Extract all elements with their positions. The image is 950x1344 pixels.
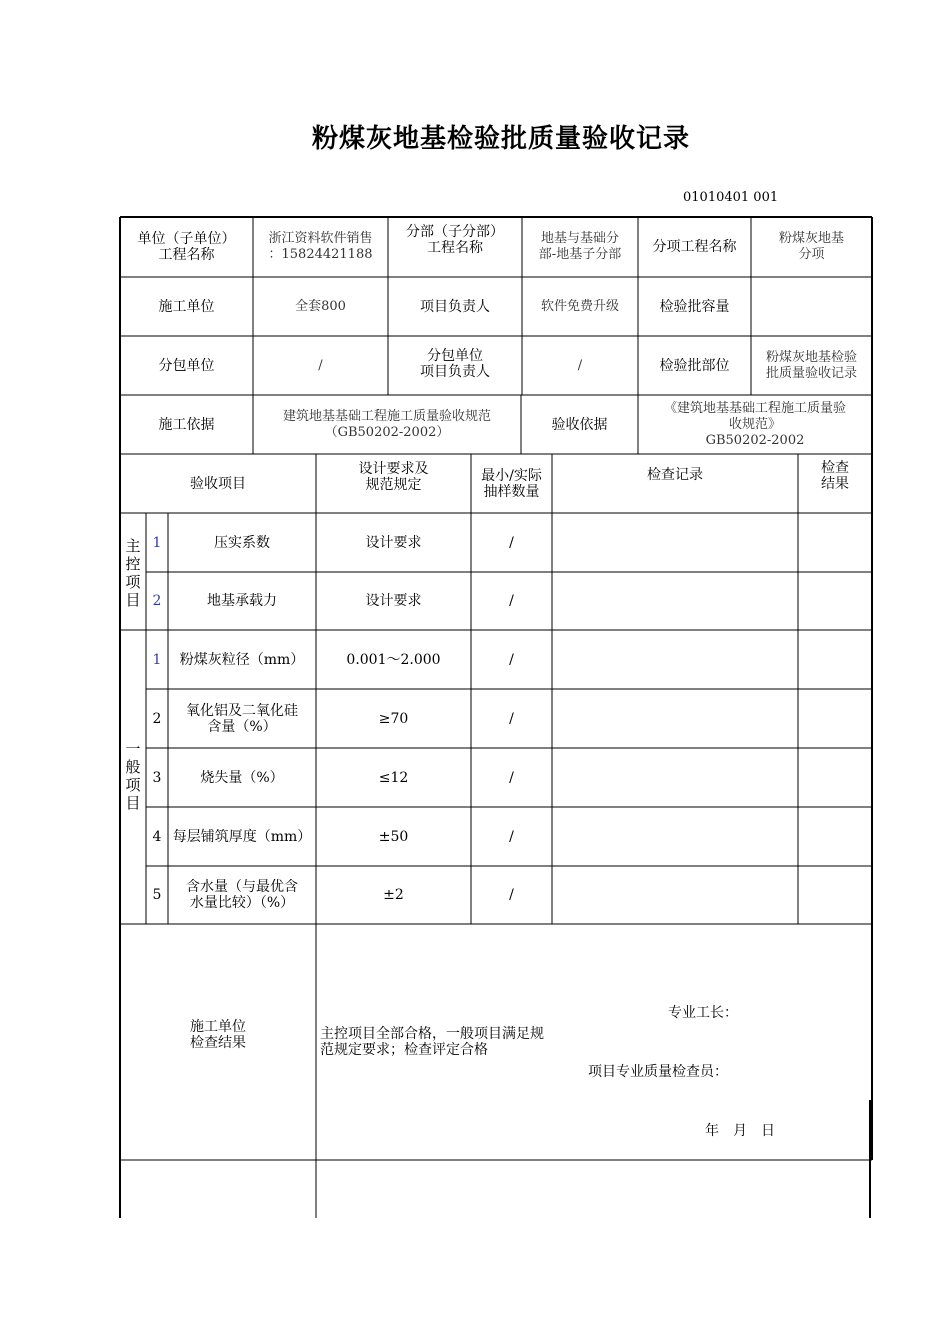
record-code: 01010401 001 [683,190,779,205]
sub-pm-value: / [577,357,583,373]
sub-pm-label: 分包单位 项目负责人 [420,348,490,380]
part-label: 检验批部位 [659,357,730,374]
subdiv-value: 地基与基础分 部-地基子分部 [538,231,622,262]
unit-value: 浙江资料软件销售 ：15824421188 [268,231,373,262]
basis-value: 建筑地基基础工程施工质量验收规范 （GB50202-2002） [282,408,491,440]
main-item-req: 设计要求 [365,593,422,609]
date-label: 年 月 日 [705,1123,775,1139]
col-record: 检查记录 [647,467,703,483]
general-item-req: ≤12 [378,769,409,786]
accept-label: 验收依据 [551,416,608,433]
general-item-name: 烧失量（%） [200,769,284,786]
col-result: 检查 结果 [821,460,849,492]
item-value: 粉煤灰地基 分项 [778,231,844,262]
builder-value: 全套800 [295,298,346,314]
general-group-label: 一般项目 [125,740,141,812]
general-item-no: 4 [152,828,162,845]
general-item-req: 0.001～2.000 [346,651,441,668]
main-item-no: 1 [152,534,162,551]
general-item-sample: / [509,769,514,786]
col-item: 验收项目 [190,475,246,492]
main-item-sample: / [509,534,514,551]
general-item-no: 2 [152,710,162,727]
builder-label: 施工单位 [158,298,215,315]
general-item-req: ±2 [383,887,404,903]
conclusion-label: 施工单位 检查结果 [190,1019,246,1051]
general-item-sample: / [509,887,514,903]
col-req: 设计要求及 规范规定 [358,461,429,493]
part-value: 粉煤灰地基检验 批质量验收记录 [765,349,857,381]
page-title: 粉煤灰地基检验批质量验收记录 [311,124,690,154]
general-item-sample: / [509,651,514,668]
general-item-name: 含水量（与最优含 水量比较）（%） [186,879,298,911]
general-item-no: 5 [152,887,162,903]
main-item-req: 设计要求 [365,534,422,551]
general-item-sample: / [509,710,514,727]
item-label: 分项工程名称 [652,239,737,255]
conclusion-text: 主控项目全部合格，一般项目满足规 范规定要求；检查评定合格 [320,1026,544,1058]
capacity-value [751,277,872,336]
unit-label: 单位（子单位） 工程名称 [137,231,236,263]
general-item-req: ≥70 [378,710,409,727]
inspector-label: 项目专业质量检查员： [588,1064,728,1080]
pm-label: 项目负责人 [420,298,490,315]
general-item-name: 粉煤灰粒径（mm） [179,651,305,668]
pm-value: 软件免费升级 [540,298,619,314]
main-item-name: 地基承载力 [207,593,277,609]
capacity-label: 检验批容量 [659,298,730,315]
main-item-sample: / [509,593,514,609]
general-item-name: 每层铺筑厚度（mm） [172,828,312,845]
main-item-no: 2 [152,593,162,609]
general-item-no: 1 [152,651,162,668]
subdiv-label: 分部（子分部） 工程名称 [406,224,504,256]
foreman-label: 专业工长： [668,1005,738,1021]
accept-value: 《建筑地基基础工程施工质量验 收规范》 GB50202-2002 [663,400,846,448]
general-item-req: ±50 [378,828,409,845]
sub-value: / [318,357,323,373]
col-sample: 最小/实际 抽样数量 [481,467,542,500]
main-group-label: 主控项目 [125,537,141,609]
general-item-sample: / [509,828,514,845]
general-item-name: 氧化铝及二氧化硅 含量（%） [186,702,298,735]
basis-label: 施工依据 [158,416,215,433]
main-item-name: 压实系数 [214,534,270,551]
general-item-no: 3 [152,769,162,786]
sub-label: 分包单位 [158,357,215,374]
